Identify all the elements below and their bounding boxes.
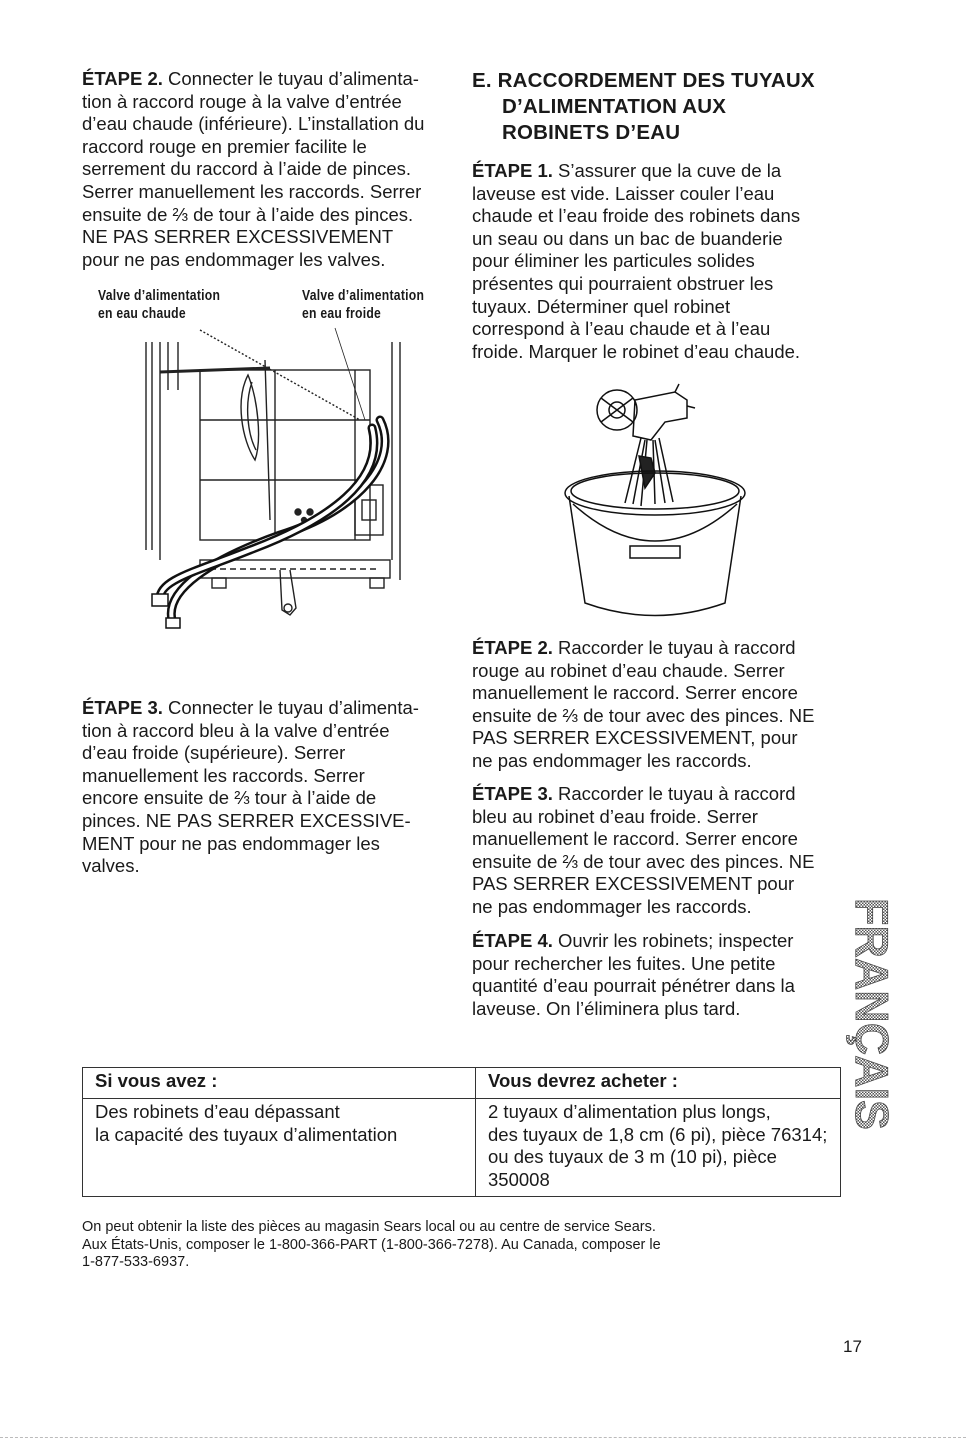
left-step3-line-0: ÉTAPE 3. Connecter le tuyau d’alimenta-	[82, 697, 419, 718]
left-step2-line-2: d’eau chaude (inférieure). L’installation du	[82, 113, 425, 135]
left-step2-line-5: Serrer manuellement les raccords. Serrer	[82, 180, 422, 202]
left-step2-line-6: ensuite de ⅔ de tour à l’aide des pinces.	[82, 203, 414, 225]
right-step3-line-5: ne pas endommager les raccords.	[472, 895, 752, 917]
left-step2-line-4: serrement du raccord à l’aide de pinces.	[82, 158, 412, 180]
section-heading-line-0: E. RACCORDEMENT DES TUYAUX	[472, 69, 815, 92]
right-step1-label: ÉTAPE 1.	[472, 160, 553, 181]
right-step2-label: ÉTAPE 2.	[472, 637, 553, 658]
left-step2-label: ÉTAPE 2.	[82, 68, 163, 89]
right-step1-line-0: ÉTAPE 1. S’assurer que la cuve de la	[472, 160, 782, 181]
right-step3	[472, 783, 872, 919]
section-heading	[472, 68, 892, 146]
section-heading-line-1: D’ALIMENTATION AUX	[502, 95, 727, 118]
left-step2-line-0: ÉTAPE 2. Connecter le tuyau d’alimenta-	[82, 68, 419, 89]
footnote-line-2: 1-877-533-6937.	[82, 1254, 190, 1270]
language-side-tab	[836, 890, 908, 1140]
right-step1-line-2: chaude et l’eau froide des robinets dans	[472, 205, 801, 227]
parts-table-row	[83, 1099, 841, 1197]
parts-table-header-right: Vous devrez acheter :	[476, 1068, 841, 1099]
right-step2-line-1: rouge au robinet d’eau chaude. Serrer	[472, 659, 785, 681]
left-step3-line-5: pinces. NE PAS SERRER EXCESSIVE-	[82, 809, 411, 831]
page-number: 17	[843, 1337, 862, 1356]
washer-valves-illustration	[130, 320, 420, 640]
right-step3-line-1: bleu au robinet d’eau froide. Serrer	[472, 805, 758, 827]
right-step2-line-5: ne pas endommager les raccords.	[472, 749, 752, 771]
right-step3-line-0: ÉTAPE 3. Raccorder le tuyau à raccord	[472, 783, 796, 804]
right-step2-line-3: ensuite de ⅔ de tour avec des pinces. NE	[472, 704, 815, 726]
right-step2	[472, 637, 872, 773]
left-step3-line-4: encore ensuite de ⅔ tour à l’aide de	[82, 787, 377, 809]
right-step3-line-3: ensuite de ⅔ de tour avec des pinces. NE	[472, 850, 815, 872]
left-step3-line-3: manuellement les raccords. Serrer	[82, 764, 365, 786]
parts-table	[82, 1067, 841, 1197]
bottom-edge	[0, 1437, 966, 1441]
left-step3-label: ÉTAPE 3.	[82, 697, 163, 718]
figure-label-cold-valve: Valve d’alimentation en eau froide	[302, 288, 425, 322]
right-step3-line-4: PAS SERRER EXCESSIVEMENT pour	[472, 873, 795, 895]
figure-label-hot-valve: Valve d’alimentation en eau chaude	[98, 288, 221, 322]
right-step1	[472, 160, 872, 363]
right-step4-label: ÉTAPE 4.	[472, 930, 553, 951]
faucet-bucket-illustration	[555, 378, 755, 628]
right-step1-line-5: présentes qui pourraient obstruer les	[472, 272, 774, 294]
left-step2-line-8: pour ne pas endommager les valves.	[82, 248, 386, 270]
right-step2-line-0: ÉTAPE 2. Raccorder le tuyau à raccord	[472, 637, 796, 658]
left-step3-line-1: tion à raccord bleu à la valve d’entrée	[82, 719, 390, 741]
right-step1-line-3: un seau ou dans un bac de buanderie	[472, 227, 783, 249]
left-step3-line-2: d’eau froide (supérieure). Serrer	[82, 742, 346, 764]
right-step1-line-7: correspond à l’eau chaude et à l’eau	[472, 318, 771, 340]
left-step3-line-7: valves.	[82, 855, 140, 877]
left-step3	[82, 697, 462, 878]
right-step4	[472, 930, 872, 1020]
right-step1-line-1: laveuse est vide. Laisser couler l’eau	[472, 182, 775, 204]
right-step4-line-3: laveuse. On l’éliminera plus tard.	[472, 997, 741, 1019]
right-step1-line-8: froide. Marquer le robinet d’eau chaude.	[472, 340, 801, 362]
parts-table-header-row	[83, 1068, 841, 1099]
left-step2-line-3: raccord rouge en premier facilite le	[82, 135, 367, 157]
footnote	[82, 1219, 862, 1272]
left-step2-line-7: NE PAS SERRER EXCESSIVEMENT	[82, 226, 394, 248]
right-step2-line-4: PAS SERRER EXCESSIVEMENT, pour	[472, 727, 798, 749]
right-step4-line-0: ÉTAPE 4. Ouvrir les robinets; inspecter	[472, 930, 794, 951]
right-step3-line-2: manuellement le raccord. Serrer encore	[472, 828, 798, 850]
right-step3-label: ÉTAPE 3.	[472, 783, 553, 804]
parts-table-header-left: Si vous avez :	[83, 1068, 476, 1099]
right-step2-line-2: manuellement le raccord. Serrer encore	[472, 682, 798, 704]
right-step1-line-4: pour éliminer les particules solides	[472, 250, 755, 272]
footnote-line-1: Aux États-Unis, composer le 1-800-366-PART (1-800-366-7278). Au Canada, composer le	[82, 1236, 661, 1253]
parts-table-cell-right: 2 tuyaux d’alimentation plus longs, des tuyaux de 1,8 cm (6 pi), pièce 76314; ou des tuyaux de 3 m (10 pi), pièce 350008	[476, 1099, 841, 1197]
right-step4-line-1: pour rechercher les fuites. Une petite	[472, 952, 776, 974]
footnote-line-0: On peut obtenir la liste des pièces au magasin Sears local ou au centre de service Sears.	[82, 1219, 656, 1235]
right-step4-line-2: quantité d’eau pourrait pénétrer dans la	[472, 975, 795, 997]
right-step1-line-6: tuyaux. Déterminer quel robinet	[472, 295, 731, 317]
left-step2-line-1: tion à raccord rouge à la valve d’entrée	[82, 90, 402, 112]
left-step2	[82, 68, 462, 271]
section-heading-line-2: ROBINETS D’EAU	[502, 121, 681, 144]
language-side-tab-text: FRANÇAIS	[846, 898, 898, 1136]
left-step3-line-6: MENT pour ne pas endommager les	[82, 832, 380, 854]
parts-table-cell-left: Des robinets d’eau dépassant la capacité des tuyaux d’alimentation	[83, 1099, 476, 1197]
